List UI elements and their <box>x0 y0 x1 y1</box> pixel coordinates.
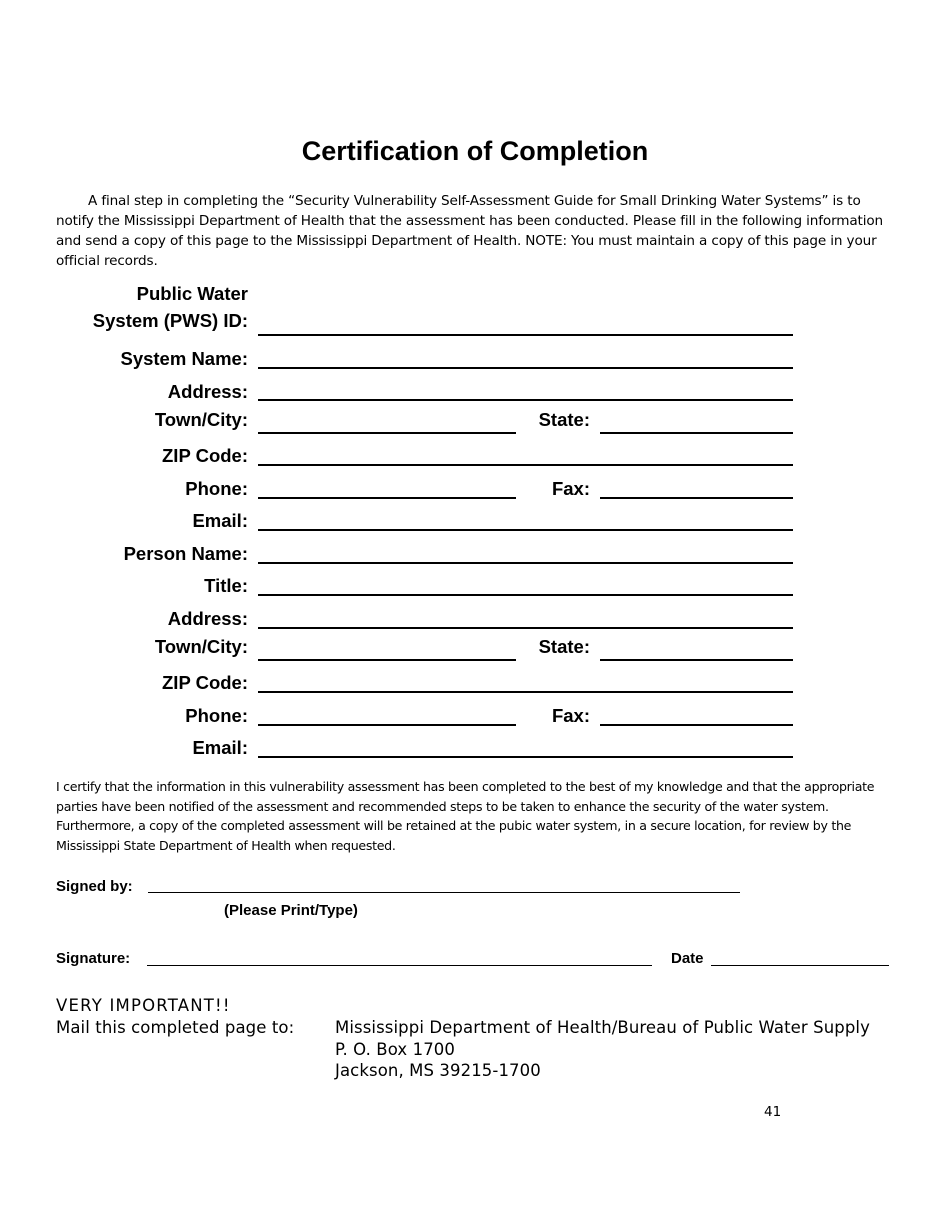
person-email-label: Email: <box>192 737 248 758</box>
system-town-city-label: Town/City: <box>154 409 248 430</box>
system-town-city-field[interactable] <box>258 432 516 434</box>
intro-paragraph: A final step in completing the “Security Vulnerability Self-Assessment Guide for Small Drinking Water Systems” is to notify the Mississippi Department of Health that the assessment has been conducted. Please fill in the following information and send a copy of this page to the Mississippi Department of Health. NOTE: You must maintain a copy of this page in your official records. <box>56 193 883 269</box>
pws-id-label-line2: System (PWS) ID: <box>92 310 248 331</box>
person-phone-field[interactable] <box>258 724 516 726</box>
person-state-label: State: <box>538 636 590 657</box>
system-state-label: State: <box>538 409 590 430</box>
person-state-field[interactable] <box>600 659 793 661</box>
system-fax-label: Fax: <box>551 478 590 499</box>
person-town-city-label: Town/City: <box>154 636 248 657</box>
system-phone-label: Phone: <box>185 478 248 499</box>
page-title: Certification of Completion <box>301 136 649 166</box>
system-phone-field[interactable] <box>258 497 516 499</box>
person-address-field[interactable] <box>258 627 793 629</box>
mailing-address-line3: Jackson, MS 39215-1700 <box>335 1061 541 1080</box>
date-label: Date <box>671 950 704 967</box>
person-name-label: Person Name: <box>123 543 248 564</box>
system-state-field[interactable] <box>600 432 793 434</box>
person-title-label: Title: <box>204 575 248 596</box>
print-type-hint: (Please Print/Type) <box>224 902 358 919</box>
system-email-label: Email: <box>192 510 248 531</box>
person-fax-label: Fax: <box>551 705 590 726</box>
certification-statement: I certify that the information in this vulnerability assessment has been completed to the best of my knowledge and that the appropriate parties have been notified of the assessment and recommended steps to be taken to enhance the security of the water system. Furthermore, a copy of the completed assessment will be retained at the pubic water system, in a secure location, for review by the Mississippi State Department of Health when requested. <box>56 779 875 854</box>
system-fax-field[interactable] <box>600 497 793 499</box>
system-name-label: System Name: <box>120 348 248 369</box>
person-name-field[interactable] <box>258 562 793 564</box>
person-fax-field[interactable] <box>600 724 793 726</box>
signed-by-label: Signed by: <box>56 878 133 895</box>
page-number: 41 <box>764 1104 782 1120</box>
system-address-field[interactable] <box>258 399 793 401</box>
mailing-address-line2: P. O. Box 1700 <box>335 1040 455 1059</box>
system-zip-field[interactable] <box>258 464 793 466</box>
person-zip-label: ZIP Code: <box>162 672 248 693</box>
signed-by-field[interactable] <box>148 892 740 893</box>
person-title-field[interactable] <box>258 594 793 596</box>
mailing-address-line1: Mississippi Department of Health/Bureau of Public Water Supply <box>335 1018 870 1037</box>
person-address-label: Address: <box>167 608 248 629</box>
signature-field[interactable] <box>147 965 652 966</box>
signature-label: Signature: <box>56 950 131 967</box>
pws-id-label-line1: Public Water <box>136 283 248 304</box>
person-zip-field[interactable] <box>258 691 793 693</box>
system-email-field[interactable] <box>258 529 793 531</box>
person-email-field[interactable] <box>258 756 793 758</box>
system-address-label: Address: <box>167 381 248 402</box>
person-town-city-field[interactable] <box>258 659 516 661</box>
date-field[interactable] <box>711 965 889 966</box>
very-important-notice: VERY IMPORTANT!! <box>56 996 231 1015</box>
system-zip-label: ZIP Code: <box>162 445 248 466</box>
person-phone-label: Phone: <box>185 705 248 726</box>
system-name-field[interactable] <box>258 367 793 369</box>
mail-to-label: Mail this completed page to: <box>56 1018 295 1037</box>
pws-id-field[interactable] <box>258 334 793 336</box>
